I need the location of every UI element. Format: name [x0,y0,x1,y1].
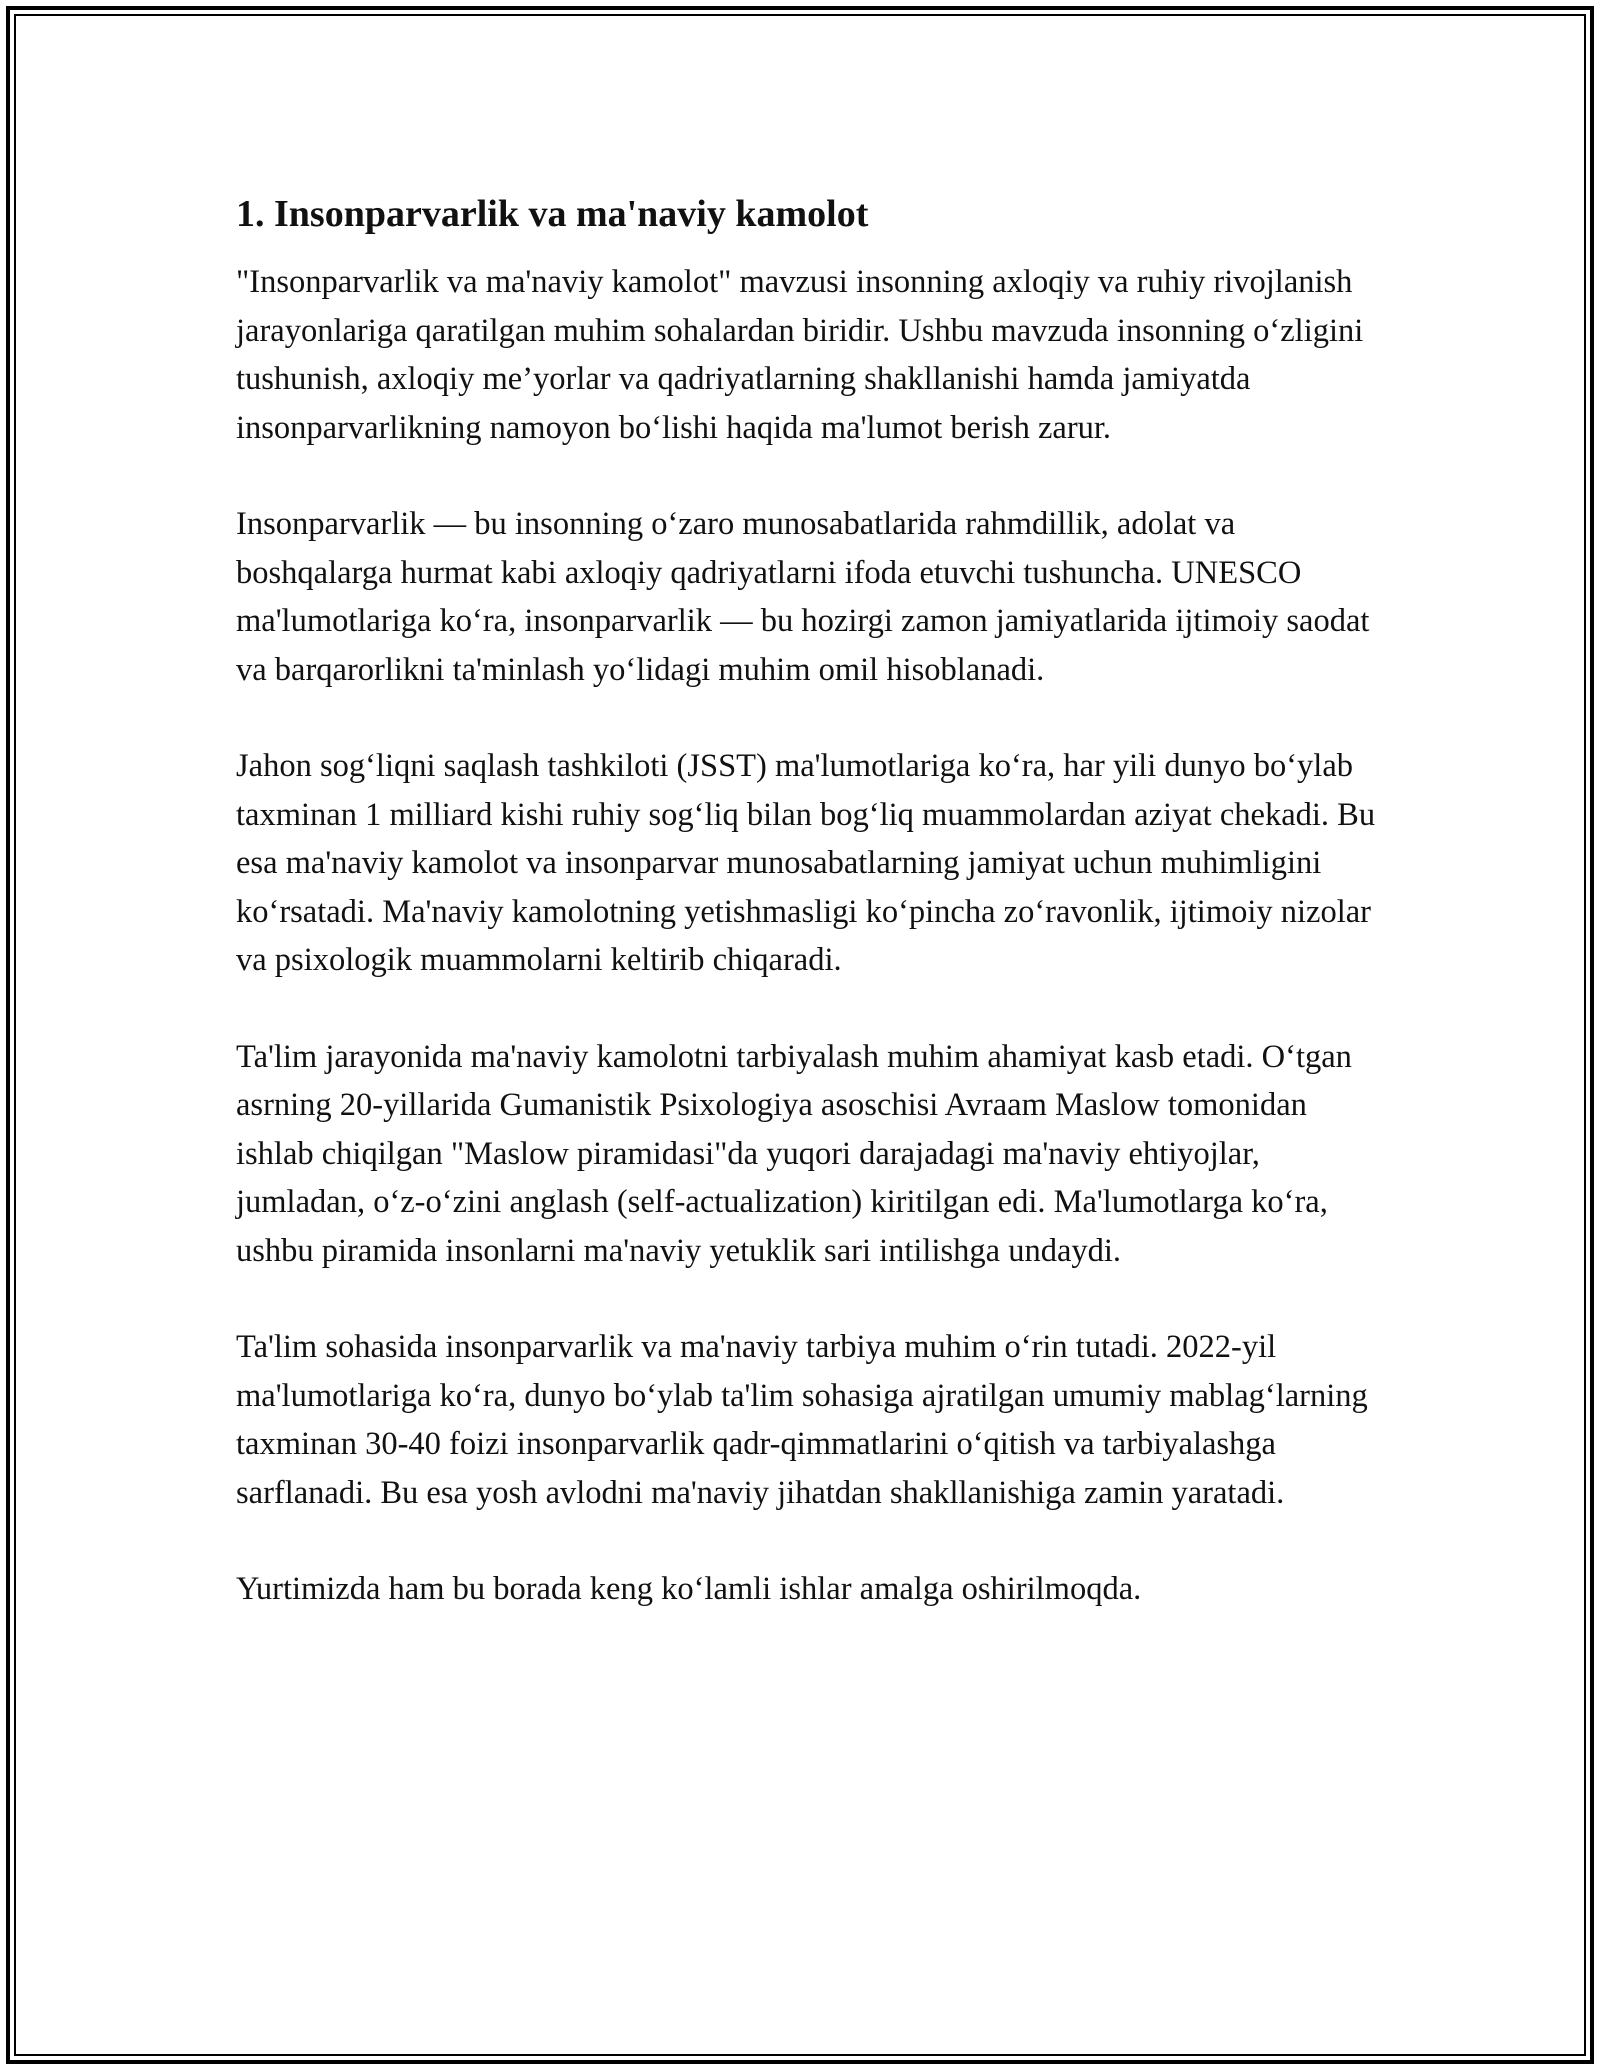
paragraph-definition: Insonparvarlik — bu insonning o‘zaro munosabatlarida rahmdillik, adolat va boshqalarga hurmat kabi axloqiy qadriyatlarni ifoda etuvchi tushuncha. UNESCO ma'lumotlariga ko‘ra, insonparvarlik — bu hozirgi zamon jamiyatlarida ijtimoiy saodat va barqarorlikni ta'minlash yo‘lidagi muhim omil hisoblanadi. [236,506,1370,688]
document-body [236,186,1376,1662]
paragraph-education-funding: Ta'lim sohasida insonparvarlik va ma'naviy tarbiya muhim o‘rin tutadi. 2022-yil ma'lumotlariga ko‘ra, dunyo bo‘ylab ta'lim sohasiga ajratilgan umumiy mablag‘larning taxminan 30-40 foizi insonparvarlik qadr-qimmatlarini o‘qitish va tarbiyalashga sarflanadi. Bu esa yosh avlodni ma'naviy jihatdan shakllanishiga zamin yaratadi. [236,1329,1368,1511]
paragraph-who-data: Jahon sog‘liqni saqlash tashkiloti (JSST) ma'lumotlariga ko‘ra, har yili dunyo bo‘ylab taxminan 1 milliard kishi ruhiy sog‘liq bilan bog‘liq muammolardan aziyat chekadi. Bu esa ma'naviy kamolot va insonparvar munosabatlarning jamiyat uchun muhimligini ko‘rsatadi. Ma'naviy kamolotning yetishmasligi ko‘pincha zo‘ravonlik, ijtimoiy nizolar va psixologik muammolarni keltirib chiqaradi. [236,748,1376,978]
paragraph-conclusion: Yurtimizda ham bu borada keng ko‘lamli ishlar amalga oshirilmoqda. [236,1571,1142,1607]
paragraph-maslow: Ta'lim jarayonida ma'naviy kamolotni tarbiyalash muhim ahamiyat kasb etadi. O‘tgan asrning 20-yillarida Gumanistik Psixologiya asoschisi Avraam Maslow tomonidan ishlab chiqilgan "Maslow piramidasi"da yuqori darajadagi ma'naviy ehtiyojlar, jumladan, o‘z-o‘zini anglash (self-actualization) kiritilgan edi. Ma'lumotlarga ko‘ra, ushbu piramida insonlarni ma'naviy yetuklik sari intilishga undaydi. [236,1038,1352,1269]
section-heading: 1. Insonparvarlik va ma'naviy kamolot [236,193,869,235]
paragraph-intro: "Insonparvarlik va ma'naviy kamolot" mavzusi insonning axloqiy va ruhiy rivojlanish jarayonlariga qaratilgan muhim sohalardan biridir. Ushbu mavzuda insonning o‘zligini tushunish, axloqiy me’yorlar va qadriyatlarning shakllanishi hamda jamiyatda insonparvarlikning namoyon bo‘lishi haqida ma'lumot berish zarur. [236,264,1364,446]
